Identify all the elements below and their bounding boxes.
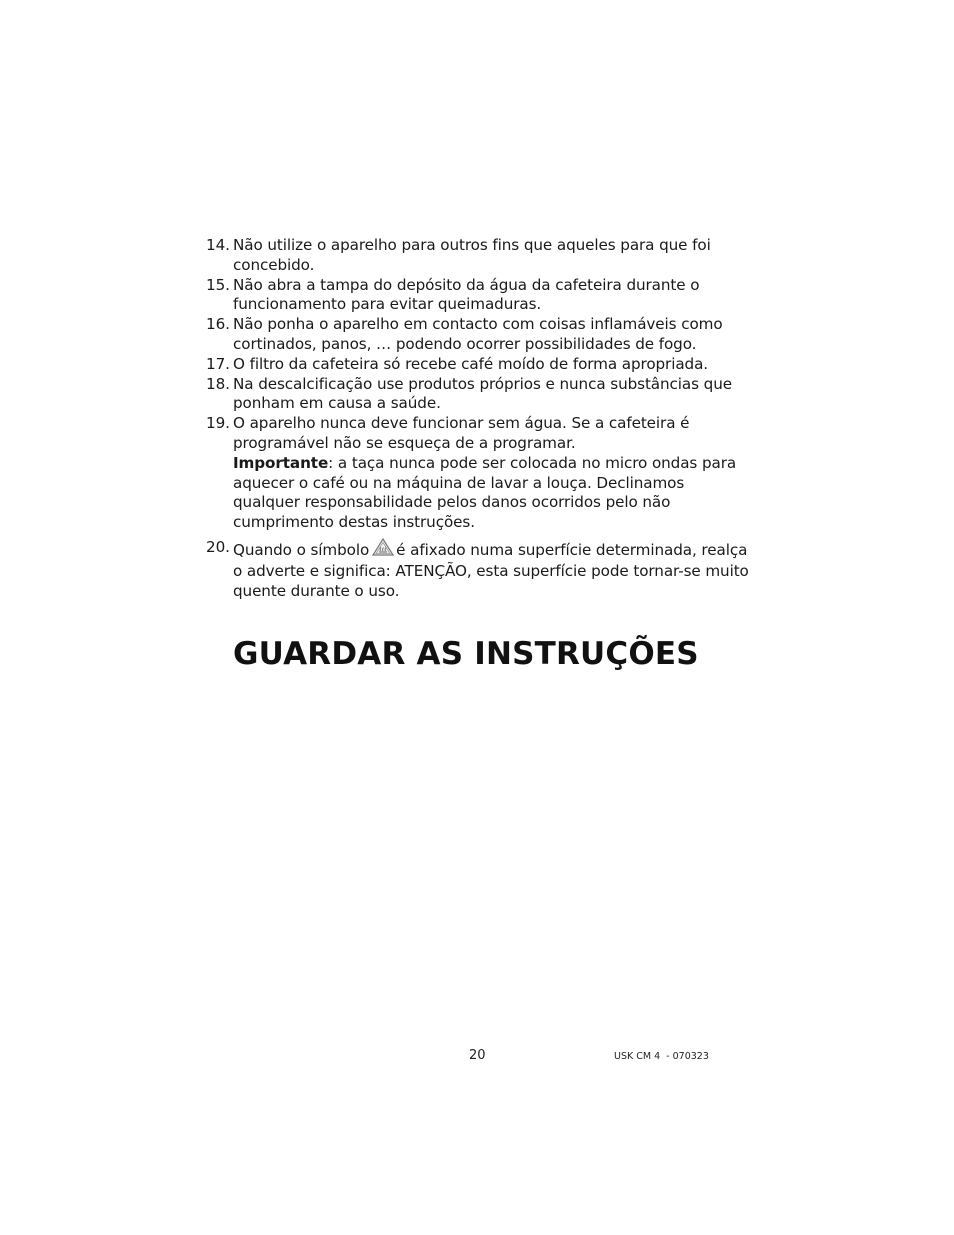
item-text: O filtro da cafeteira só recebe café moído de forma apropriada. [233, 354, 708, 373]
important-label: Importante [233, 453, 329, 472]
section-heading: GUARDAR AS INSTRUÇÕES [233, 636, 699, 672]
item-number: 16. [206, 315, 230, 334]
page-number: 20 [469, 1048, 486, 1063]
item-text-main: O aparelho nunca deve funcionar sem água. Se a cafeteira é programável não se esqueça de a programar. [233, 414, 690, 452]
item-number: 17. [206, 354, 230, 373]
list-item [206, 414, 751, 533]
item-text [233, 414, 751, 533]
item-text-after-icon: é afixado numa superfície determinada, realça o adverte e significa: ATENÇÃO, esta superfície pode tornar-se muito quente durante o uso. [233, 540, 749, 600]
hot-surface-warning-icon [372, 538, 394, 562]
item-number: 14. [206, 236, 230, 254]
item-text: Não ponha o aparelho em contacto com coisas inflamáveis como cortinados, panos, … podendo ocorrer possibilidades de fogo. [233, 315, 723, 353]
list-item [206, 276, 751, 316]
item-text: Não utilize o aparelho para outros fins que aqueles para que foi concebido. [233, 236, 711, 274]
item-text: Na descalcificação use produtos próprios e nunca substâncias que ponham em causa a saúde. [233, 374, 732, 413]
important-note: : a taça nunca pode ser colocada no micro ondas para aquecer o café ou na máquina de lavar a louça. Declinamos qualquer responsabilidade pelos danos ocorridos pelo não cumprimento destas instruções. [233, 453, 737, 532]
list-item [206, 375, 751, 415]
item-number: 18. [206, 374, 230, 393]
list-item [206, 315, 751, 355]
item-text [233, 538, 751, 601]
document-code: USK CM 4 - 070323 [614, 1051, 709, 1062]
item-text-before-icon: Quando o símbolo [233, 540, 370, 559]
item-text: Não abra a tampa do depósito da água da cafeteira durante o funcionamento para evitar queimaduras. [233, 275, 700, 314]
list-item [206, 538, 751, 601]
item-number: 15. [206, 275, 230, 294]
item-number: 19. [206, 414, 230, 433]
instructions-list [206, 236, 751, 601]
item-number: 20. [206, 537, 230, 556]
list-item [206, 236, 751, 276]
list-item [206, 355, 751, 375]
